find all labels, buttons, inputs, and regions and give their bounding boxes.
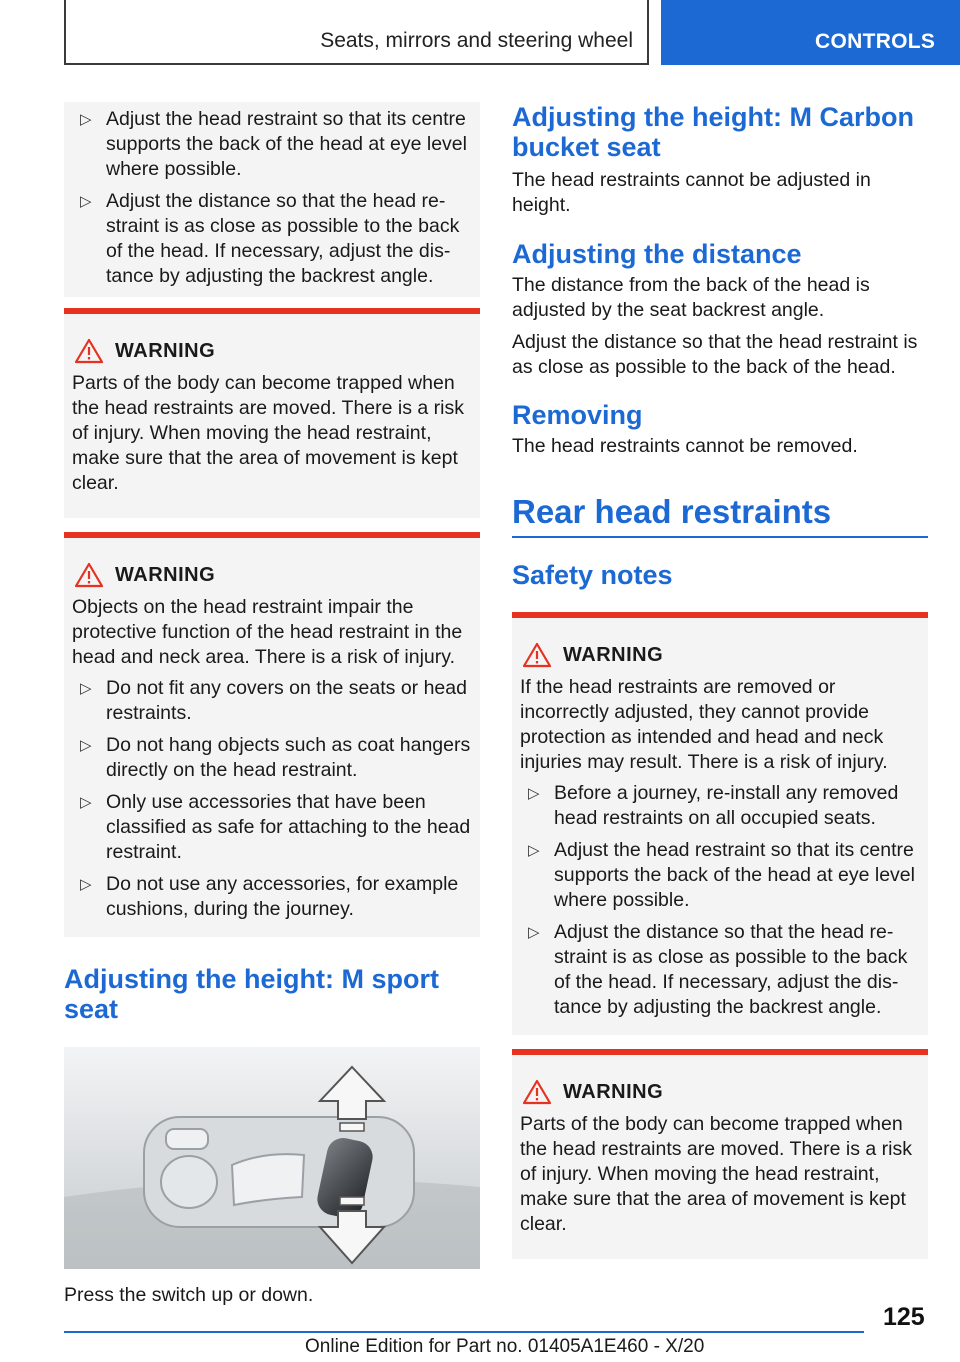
section-header	[64, 0, 649, 65]
list-item: ▷ Do not hang objects such as coat hangers directly on the head restraint.	[80, 734, 471, 781]
list-item: ▷ Do not fit any covers on the seats or head restraints.	[80, 677, 467, 724]
list-item: ▷ Do not use any accessories, for example cushions, during the journey.	[80, 873, 459, 920]
top-instruction-box	[64, 102, 480, 297]
distance-text-2: Adjust the distance so that the head restraint is as close as possible to the back of the head.	[512, 331, 918, 378]
triangle-bullet-icon: ▷	[80, 876, 92, 893]
footer-rule	[64, 1331, 864, 1333]
warning-text: Objects on the head restraint impair the protective function of the head restraint in the head and neck area. There is a risk of injury.	[72, 596, 463, 668]
section-heading-safety-notes: Safety notes	[512, 560, 673, 590]
removing-text: The head restraints cannot be removed.	[512, 435, 858, 457]
warning-title: WARNING	[72, 338, 472, 364]
warning-item-list	[520, 781, 920, 1020]
warning-triangle-icon	[522, 1079, 552, 1105]
top-instruction-list	[72, 107, 472, 289]
warning-triangle-icon	[74, 338, 104, 364]
triangle-bullet-icon: ▷	[528, 924, 540, 941]
warning-box-objects	[64, 532, 480, 937]
warning-triangle-icon	[522, 642, 552, 668]
warning-triangle-icon	[74, 562, 104, 588]
list-item: ▷ Before a journey, re-install any removed head restraints on all occupied seats.	[528, 782, 899, 829]
warning-title: WARNING	[520, 1079, 920, 1105]
chapter-tab-label: CONTROLS	[815, 30, 936, 53]
list-item: ▷ Only use accessories that have been classified as safe for attaching to the head restraint.	[80, 791, 471, 863]
chapter-tab[interactable]	[661, 0, 960, 65]
warning-text: Parts of the body can become trapped when the head restraints are moved. There is a risk of injury. When moving the head restraint, make sure that the area of movement is kept clear.	[520, 1113, 912, 1235]
warning-text: Parts of the body can become trapped when the head restraints are moved. There is a risk of injury. When moving the head restraint, make sure that the area of movement is kept clear.	[72, 372, 464, 494]
list-item: ▷ Adjust the distance so that the head restraint is as close as possible to the back of the head. If necessary, adjust the distance by adjusting the backrest angle.	[528, 921, 908, 1018]
heading-rule	[512, 536, 928, 538]
warning-item-list	[72, 676, 472, 922]
section-heading-height-carbon: Adjusting the height: M Carbon bucket seat	[512, 102, 914, 162]
triangle-bullet-icon: ▷	[80, 193, 92, 210]
warning-box-trapped	[64, 308, 480, 518]
seat-switch-photo	[64, 1047, 480, 1269]
height-carbon-text: The head restraints cannot be adjusted in height.	[512, 169, 871, 216]
section-heading-height-sport: Adjusting the height: M sport seat	[64, 964, 439, 1024]
warning-text: If the head restraints are removed or incorrectly adjusted, they cannot provide protection as intended and head and neck injuries may result. There is a risk of injury.	[520, 676, 888, 773]
warning-box-removed	[512, 612, 928, 1035]
list-item: ▷ Adjust the head restraint so that its centre supports the back of the head at eye level where possible.	[80, 108, 467, 180]
page-number: 125	[883, 1303, 925, 1331]
photo-caption: Press the switch up or down.	[64, 1284, 314, 1306]
list-item: ▷ Adjust the head restraint so that its centre supports the back of the head at eye level where possible.	[528, 839, 915, 911]
section-heading-removing: Removing	[512, 400, 643, 430]
triangle-bullet-icon: ▷	[80, 737, 92, 754]
footer-edition-text: Online Edition for Part no. 01405A1E460 - X/20	[305, 1336, 705, 1357]
warning-title: WARNING	[72, 562, 472, 588]
triangle-bullet-icon: ▷	[80, 794, 92, 811]
warning-box-trapped-rear	[512, 1049, 928, 1259]
triangle-bullet-icon: ▷	[80, 680, 92, 697]
list-item: ▷ Adjust the distance so that the head restraint is as close as possible to the back of the head. If necessary, adjust the distance by adjusting the backrest angle.	[80, 190, 460, 287]
triangle-bullet-icon: ▷	[80, 111, 92, 128]
left-column	[64, 102, 480, 1308]
right-column	[512, 102, 928, 1259]
seat-switch-illustration	[64, 1047, 480, 1269]
triangle-bullet-icon: ▷	[528, 842, 540, 859]
distance-text-1: The distance from the back of the head is adjusted by the seat backrest angle.	[512, 274, 870, 321]
chapter-heading-rear-restraints: Rear head restraints	[512, 493, 832, 530]
section-title: Seats, mirrors and steering wheel	[320, 29, 633, 52]
warning-title: WARNING	[520, 642, 920, 668]
triangle-bullet-icon: ▷	[528, 785, 540, 802]
section-heading-distance: Adjusting the distance	[512, 239, 802, 269]
